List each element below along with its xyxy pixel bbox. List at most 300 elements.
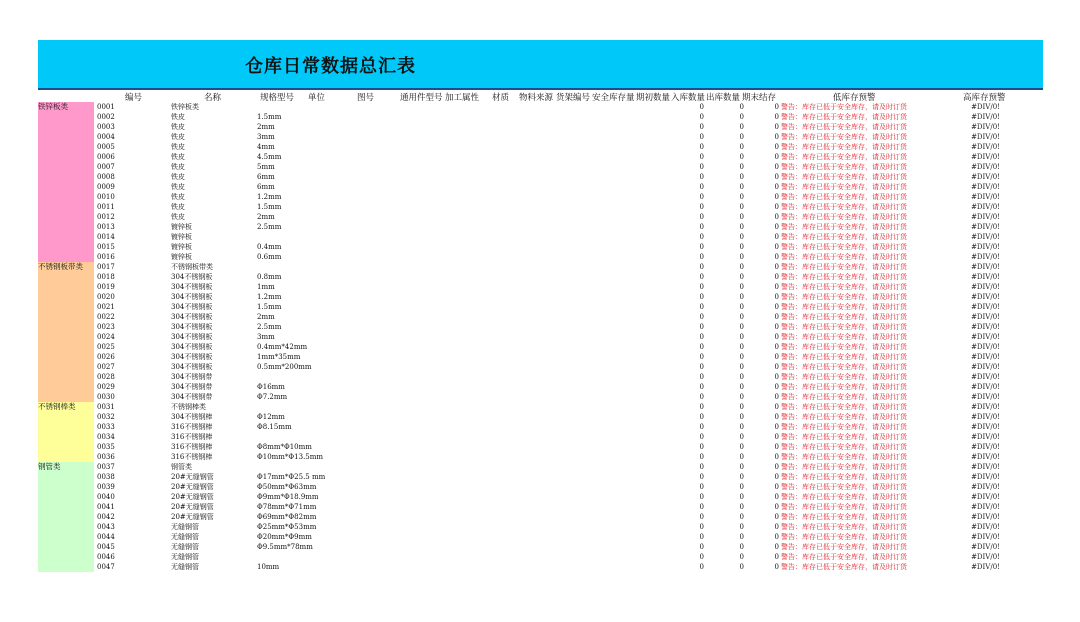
low-stock-warning: 警告：库存已低于安全库存，请及时订货 [781,183,907,191]
out-quantity: 0 [739,553,744,561]
table-row [0,492,1080,502]
low-stock-warning: 警告：库存已低于安全库存，请及时订货 [781,323,907,331]
table-row [0,412,1080,422]
out-quantity: 0 [739,143,744,151]
item-name: 镀锌板 [171,223,192,231]
item-code: 0007 [97,163,115,171]
in-quantity: 0 [699,203,704,211]
item-name: 无缝钢管 [171,533,199,541]
header-material: 材质 [492,93,510,103]
in-quantity: 0 [699,453,704,461]
item-code: 0011 [97,203,115,211]
item-spec: 4mm [257,143,275,151]
low-stock-warning: 警告：库存已低于安全库存，请及时订货 [781,403,907,411]
item-name: 20#无缝钢管 [171,493,214,501]
closing-quantity: 0 [774,153,779,161]
item-name: 20#无缝钢管 [171,513,214,521]
high-stock-warning: #DIV/0! [971,173,1000,181]
closing-quantity: 0 [774,143,779,151]
low-stock-warning: 警告：库存已低于安全库存，请及时订货 [781,333,907,341]
low-stock-warning: 警告：库存已低于安全库存，请及时订货 [781,293,907,301]
in-quantity: 0 [699,423,704,431]
low-stock-warning: 警告：库存已低于安全库存，请及时订货 [781,513,907,521]
closing-quantity: 0 [774,513,779,521]
high-stock-warning: #DIV/0! [971,483,1000,491]
item-code: 0006 [97,153,115,161]
out-quantity: 0 [739,223,744,231]
high-stock-warning: #DIV/0! [971,513,1000,521]
item-spec: 6mm [257,183,275,191]
out-quantity: 0 [739,293,744,301]
in-quantity: 0 [699,103,704,111]
closing-quantity: 0 [774,213,779,221]
item-code: 0027 [97,363,115,371]
table-row [0,542,1080,552]
banner-rule [38,88,1043,90]
closing-quantity: 0 [774,413,779,421]
high-stock-warning: #DIV/0! [971,343,1000,351]
item-spec: 4.5mm [257,153,282,161]
table-row [0,152,1080,162]
out-quantity: 0 [739,373,744,381]
in-quantity: 0 [699,543,704,551]
high-stock-warning: #DIV/0! [971,183,1000,191]
in-quantity: 0 [699,373,704,381]
item-code: 0025 [97,343,115,351]
out-quantity: 0 [739,473,744,481]
item-code: 0032 [97,413,115,421]
header-generic: 通用件型号 [400,93,443,103]
out-quantity: 0 [739,133,744,141]
item-name: 304不锈钢板 [171,323,213,331]
table-row [0,302,1080,312]
in-quantity: 0 [699,433,704,441]
item-code: 0038 [97,473,115,481]
high-stock-warning: #DIV/0! [971,313,1000,321]
item-code: 0010 [97,193,115,201]
table-row [0,482,1080,492]
low-stock-warning: 警告：库存已低于安全库存，请及时订货 [781,313,907,321]
high-stock-warning: #DIV/0! [971,463,1000,471]
low-stock-warning: 警告：库存已低于安全库存，请及时订货 [781,363,907,371]
closing-quantity: 0 [774,533,779,541]
closing-quantity: 0 [774,473,779,481]
table-row [0,172,1080,182]
closing-quantity: 0 [774,123,779,131]
table-row [0,502,1080,512]
closing-quantity: 0 [774,253,779,261]
item-name: 无缝钢管 [171,553,199,561]
closing-quantity: 0 [774,303,779,311]
item-name: 铁皮 [171,173,185,181]
in-quantity: 0 [699,343,704,351]
out-quantity: 0 [739,393,744,401]
item-spec: 1.5mm [257,203,282,211]
in-quantity: 0 [699,503,704,511]
table-row [0,442,1080,452]
closing-quantity: 0 [774,203,779,211]
low-stock-warning: 警告：库存已低于安全库存，请及时订货 [781,473,907,481]
item-name: 304不锈钢板 [171,353,213,361]
high-stock-warning: #DIV/0! [971,193,1000,201]
low-stock-warning: 警告：库存已低于安全库存，请及时订货 [781,223,907,231]
item-name: 304不锈钢板 [171,303,213,311]
closing-quantity: 0 [774,223,779,231]
high-stock-warning: #DIV/0! [971,273,1000,281]
item-code: 0047 [97,563,115,571]
table-row [0,232,1080,242]
item-name: 316不锈钢棒 [171,423,213,431]
item-spec: 2.5mm [257,223,282,231]
item-code: 0001 [97,103,115,111]
low-stock-warning: 警告：库存已低于安全库存，请及时订货 [781,123,907,131]
high-stock-warning: #DIV/0! [971,423,1000,431]
closing-quantity: 0 [774,293,779,301]
item-name: 镀锌板 [171,243,192,251]
item-name: 20#无缝钢管 [171,483,214,491]
low-stock-warning: 警告：库存已低于安全库存，请及时订货 [781,143,907,151]
low-stock-warning: 警告：库存已低于安全库存，请及时订货 [781,383,907,391]
item-code: 0005 [97,143,115,151]
low-stock-warning: 警告：库存已低于安全库存，请及时订货 [781,193,907,201]
table-row [0,522,1080,532]
closing-quantity: 0 [774,553,779,561]
item-name: 304不锈钢带 [171,393,213,401]
item-name: 304不锈钢板 [171,343,213,351]
in-quantity: 0 [699,133,704,141]
high-stock-warning: #DIV/0! [971,323,1000,331]
item-spec: 5mm [257,163,275,171]
out-quantity: 0 [739,343,744,351]
item-name: 304不锈钢带 [171,373,213,381]
in-quantity: 0 [699,483,704,491]
in-quantity: 0 [699,173,704,181]
closing-quantity: 0 [774,353,779,361]
item-name: 304不锈钢板 [171,273,213,281]
high-stock-warning: #DIV/0! [971,433,1000,441]
table-row [0,512,1080,522]
item-spec: 2mm [257,313,275,321]
title-banner [38,40,1043,88]
closing-quantity: 0 [774,133,779,141]
item-spec: Φ9mm*Φ18.9mm [257,493,319,501]
item-code: 0013 [97,223,115,231]
out-quantity: 0 [739,453,744,461]
item-code: 0016 [97,253,115,261]
item-spec: Φ7.2mm [257,393,288,401]
out-quantity: 0 [739,283,744,291]
item-code: 0045 [97,543,115,551]
out-quantity: 0 [739,363,744,371]
closing-quantity: 0 [774,313,779,321]
item-name: 304不锈钢板 [171,313,213,321]
header-shelf: 货架编号 [556,93,591,103]
in-quantity: 0 [699,523,704,531]
low-stock-warning: 警告：库存已低于安全库存，请及时订货 [781,553,907,561]
out-quantity: 0 [739,253,744,261]
closing-quantity: 0 [774,263,779,271]
item-code: 0023 [97,323,115,331]
table-row [0,202,1080,212]
closing-quantity: 0 [774,183,779,191]
in-quantity: 0 [699,553,704,561]
table-row [0,402,1080,412]
out-quantity: 0 [739,233,744,241]
table-header [0,91,1080,102]
table-row [0,282,1080,292]
low-stock-warning: 警告：库存已低于安全库存，请及时订货 [781,343,907,351]
in-quantity: 0 [699,563,704,571]
in-quantity: 0 [699,393,704,401]
item-name: 316不锈钢棒 [171,433,213,441]
high-stock-warning: #DIV/0! [971,293,1000,301]
closing-quantity: 0 [774,563,779,571]
low-stock-warning: 警告：库存已低于安全库存，请及时订货 [781,393,907,401]
closing-quantity: 0 [774,423,779,431]
item-name: 304不锈钢棒 [171,413,213,421]
item-code: 0018 [97,273,115,281]
item-code: 0030 [97,393,115,401]
closing-quantity: 0 [774,483,779,491]
high-stock-warning: #DIV/0! [971,523,1000,531]
table-row [0,362,1080,372]
high-stock-warning: #DIV/0! [971,123,1000,131]
out-quantity: 0 [739,203,744,211]
item-spec: 2mm [257,123,275,131]
high-stock-warning: #DIV/0! [971,303,1000,311]
item-code: 0029 [97,383,115,391]
low-stock-warning: 警告：库存已低于安全库存，请及时订货 [781,543,907,551]
low-stock-warning: 警告：库存已低于安全库存，请及时订货 [781,213,907,221]
high-stock-warning: #DIV/0! [971,403,1000,411]
item-spec: Φ25mm*Φ53mm [257,523,317,531]
header-code: 编号 [125,93,143,103]
header-high: 高库存预警 [963,93,1006,103]
out-quantity: 0 [739,413,744,421]
in-quantity: 0 [699,443,704,451]
out-quantity: 0 [739,423,744,431]
table-row [0,142,1080,152]
item-name: 不锈钢棒类 [171,403,206,411]
closing-quantity: 0 [774,333,779,341]
high-stock-warning: #DIV/0! [971,203,1000,211]
table-row [0,192,1080,202]
out-quantity: 0 [739,433,744,441]
closing-quantity: 0 [774,173,779,181]
closing-quantity: 0 [774,443,779,451]
closing-quantity: 0 [774,273,779,281]
in-quantity: 0 [699,473,704,481]
table-row [0,432,1080,442]
in-quantity: 0 [699,413,704,421]
table-row [0,452,1080,462]
out-quantity: 0 [739,483,744,491]
in-quantity: 0 [699,283,704,291]
item-name: 无缝钢管 [171,543,199,551]
out-quantity: 0 [739,333,744,341]
high-stock-warning: #DIV/0! [971,103,1000,111]
item-code: 0012 [97,213,115,221]
item-code: 0004 [97,133,115,141]
item-spec: 10mm [257,563,280,571]
out-quantity: 0 [739,503,744,511]
header-outqty: 出库数量 [706,93,741,103]
closing-quantity: 0 [774,503,779,511]
item-code: 0044 [97,533,115,541]
item-code: 0017 [97,263,115,271]
item-code: 0040 [97,493,115,501]
item-code: 0009 [97,183,115,191]
high-stock-warning: #DIV/0! [971,113,1000,121]
closing-quantity: 0 [774,193,779,201]
low-stock-warning: 警告：库存已低于安全库存，请及时订货 [781,423,907,431]
low-stock-warning: 警告：库存已低于安全库存，请及时订货 [781,153,907,161]
item-code: 0003 [97,123,115,131]
in-quantity: 0 [699,153,704,161]
out-quantity: 0 [739,323,744,331]
in-quantity: 0 [699,243,704,251]
item-code: 0014 [97,233,115,241]
table-row [0,112,1080,122]
table-row [0,392,1080,402]
item-name: 铁皮 [171,143,185,151]
item-spec: 1.2mm [257,293,282,301]
high-stock-warning: #DIV/0! [971,253,1000,261]
in-quantity: 0 [699,383,704,391]
item-name: 304不锈钢板 [171,283,213,291]
item-spec: Φ16mm [257,383,285,391]
item-spec: Φ17mm*Φ25.5 mm [257,473,326,481]
item-code: 0020 [97,293,115,301]
closing-quantity: 0 [774,493,779,501]
item-spec: 1mm*35mm [257,353,301,361]
header-drawing: 图号 [357,93,375,103]
item-name: 无缝钢管 [171,563,199,571]
low-stock-warning: 警告：库存已低于安全库存，请及时订货 [781,563,907,571]
header-safety: 安全库存量 [592,93,635,103]
item-code: 0039 [97,483,115,491]
item-spec: 3mm [257,333,275,341]
in-quantity: 0 [699,163,704,171]
closing-quantity: 0 [774,433,779,441]
item-code: 0046 [97,553,115,561]
table-row [0,132,1080,142]
low-stock-warning: 警告：库存已低于安全库存，请及时订货 [781,493,907,501]
closing-quantity: 0 [774,233,779,241]
closing-quantity: 0 [774,283,779,291]
item-name: 铁皮 [171,123,185,131]
out-quantity: 0 [739,313,744,321]
in-quantity: 0 [699,353,704,361]
low-stock-warning: 警告：库存已低于安全库存，请及时订货 [781,443,907,451]
item-name: 铁皮 [171,213,185,221]
high-stock-warning: #DIV/0! [971,333,1000,341]
item-code: 0031 [97,403,115,411]
closing-quantity: 0 [774,103,779,111]
item-code: 0002 [97,113,115,121]
in-quantity: 0 [699,533,704,541]
item-spec: Φ10mm*Φ13.5mm [257,453,324,461]
low-stock-warning: 警告：库存已低于安全库存，请及时订货 [781,373,907,381]
in-quantity: 0 [699,233,704,241]
high-stock-warning: #DIV/0! [971,543,1000,551]
item-spec: Φ50mm*Φ63mm [257,483,317,491]
closing-quantity: 0 [774,523,779,531]
item-code: 0036 [97,453,115,461]
in-quantity: 0 [699,463,704,471]
item-name: 304不锈钢板 [171,363,213,371]
item-code: 0022 [97,313,115,321]
high-stock-warning: #DIV/0! [971,243,1000,251]
high-stock-warning: #DIV/0! [971,503,1000,511]
in-quantity: 0 [699,223,704,231]
out-quantity: 0 [739,153,744,161]
high-stock-warning: #DIV/0! [971,363,1000,371]
high-stock-warning: #DIV/0! [971,493,1000,501]
item-spec: 0.4mm*42mm [257,343,308,351]
category-label: 钢管类 [38,462,61,471]
high-stock-warning: #DIV/0! [971,413,1000,421]
category-label: 铁锌板类 [38,102,68,111]
item-spec: 0.5mm*200mm [257,363,312,371]
table-row [0,212,1080,222]
low-stock-warning: 警告：库存已低于安全库存，请及时订货 [781,533,907,541]
out-quantity: 0 [739,353,744,361]
high-stock-warning: #DIV/0! [971,473,1000,481]
item-code: 0024 [97,333,115,341]
table-row [0,372,1080,382]
item-name: 镀锌板 [171,253,192,261]
item-spec: Φ78mm*Φ71mm [257,503,317,511]
item-code: 0015 [97,243,115,251]
low-stock-warning: 警告：库存已低于安全库存，请及时订货 [781,133,907,141]
closing-quantity: 0 [774,453,779,461]
item-spec: Φ9.5mm*78mm [257,543,313,551]
out-quantity: 0 [739,183,744,191]
out-quantity: 0 [739,513,744,521]
low-stock-warning: 警告：库存已低于安全库存，请及时订货 [781,103,907,111]
table-row [0,472,1080,482]
high-stock-warning: #DIV/0! [971,263,1000,271]
item-spec: 1.2mm [257,193,282,201]
closing-quantity: 0 [774,343,779,351]
item-name: 316不锈钢棒 [171,453,213,461]
out-quantity: 0 [739,103,744,111]
high-stock-warning: #DIV/0! [971,393,1000,401]
in-quantity: 0 [699,253,704,261]
low-stock-warning: 警告：库存已低于安全库存，请及时订货 [781,233,907,241]
item-name: 铁皮 [171,133,185,141]
header-low: 低库存预警 [833,93,876,103]
high-stock-warning: #DIV/0! [971,283,1000,291]
in-quantity: 0 [699,303,704,311]
table-row [0,332,1080,342]
closing-quantity: 0 [774,543,779,551]
high-stock-warning: #DIV/0! [971,453,1000,461]
in-quantity: 0 [699,293,704,301]
closing-quantity: 0 [774,163,779,171]
item-name: 铁皮 [171,183,185,191]
header-inqty: 入库数量 [671,93,706,103]
item-name: 铁皮 [171,203,185,211]
closing-quantity: 0 [774,363,779,371]
item-code: 0026 [97,353,115,361]
table-row [0,382,1080,392]
table-row [0,322,1080,332]
header-process: 加工属性 [445,93,480,103]
high-stock-warning: #DIV/0! [971,213,1000,221]
low-stock-warning: 警告：库存已低于安全库存，请及时订货 [781,453,907,461]
